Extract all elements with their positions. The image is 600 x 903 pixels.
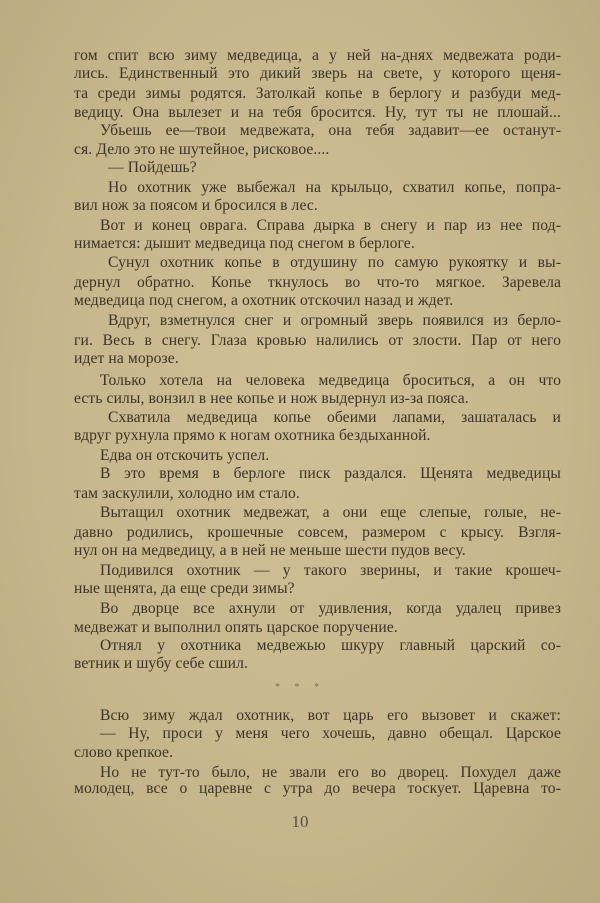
text-line: давно родились, крошечные совсем, размером с крысу. Взгля-: [74, 524, 561, 541]
text-line: Только хотела на человека медведица броситься, а он что: [100, 372, 561, 389]
text-line: Вытащил охотник медвежат, а они еще слепые, голые, не-: [100, 504, 561, 521]
text-line: Но не тут-то было, не звали его во дворец. Похудел даже: [100, 764, 561, 781]
text-line: молодец, все о царевне с утра до вечера тоскует. Царевна то-: [74, 780, 561, 797]
text-line: Вдруг, взметнулся снег и огромный зверь появился из берло-: [108, 312, 561, 329]
text-line: лись. Единственный это дикий зверь на свете, у которого щеня-: [74, 65, 561, 82]
text-line: Убьешь ее—твои медвежата, она тебя задавит—ее останут-: [100, 122, 561, 139]
text-line: там заскулили, холодно им стало.: [74, 485, 300, 502]
text-line: ные щенята, да еще среди зимы?: [74, 580, 295, 597]
text-line: медвежат и выполнил опять царское поручение.: [74, 619, 398, 636]
text-line: вил нож за поясом и бросился в лес.: [74, 197, 318, 214]
text-line: Вот и конец оврага. Справа дырка в снегу и пар из нее под-: [100, 217, 561, 234]
section-separator: * * *: [275, 682, 325, 693]
text-line: — Ну, проси у меня чего хочешь, давно обещал. Царское: [100, 725, 561, 742]
text-line: Едва он отскочить успел.: [100, 447, 270, 464]
text-line: Во дворце все ахнули от удивления, когда удалец привез: [100, 600, 561, 617]
text-line: Всю зиму ждал охотник, вот царь его вызовет и скажет:: [100, 707, 561, 724]
text-line: гом спит всю зиму медведица, а у ней на-днях медвежата роди-: [74, 47, 561, 64]
text-line: та среди зимы родятся. Затолкай копье в берлогу и разбуди мед-: [74, 85, 561, 102]
text-line: нул он на медведицу, а в ней не меньше шести пудов весу.: [74, 542, 466, 559]
text-line: ся. Дело это не шутейное, рисковое....: [74, 141, 330, 158]
text-line: ведицу. Она вылезет и на тебя бросится. Ну, тут ты не плошай...: [74, 104, 561, 121]
text-line: ги. Весь в снегу. Глаза кровью налились от злости. Пар от него: [74, 332, 561, 349]
text-line: вдруг рухнула прямо к ногам охотника бездыханной.: [74, 427, 431, 444]
text-line: слово крепкое.: [74, 744, 174, 761]
text-line: есть силы, вонзил в нее копье и нож выдернул из-за пояса.: [74, 390, 469, 407]
page-number: 10: [291, 812, 309, 831]
text-line: Сунул охотник копье в отдушину по самую рукоятку и вы-: [108, 254, 561, 271]
text-line: Схватила медведица копье обеими лапами, зашаталась и: [108, 409, 561, 426]
text-line: Отнял у охотника медвежью шкуру главный царский со-: [100, 637, 561, 654]
text-line: нимается: дышит медведица под снегом в берлоге.: [74, 235, 415, 252]
text-line: дернул обратно. Копье ткнулось во что-то мягкое. Заревела: [74, 274, 561, 291]
text-line: Но охотник уже выбежал на крыльцо, схватил копье, попра-: [108, 179, 561, 196]
text-line: В это время в берлоге писк раздался. Щенята медведицы: [100, 465, 561, 482]
text-line: — Пойдешь?: [108, 159, 197, 176]
text-line: идет на морозе.: [74, 350, 179, 367]
text-line: медведица под снегом, а охотник отскочил назад и ждет.: [74, 292, 454, 309]
text-line: Подивился охотник — у такого зверины, и такие крошеч-: [100, 562, 561, 579]
text-line: ветник и шубу себе сшил.: [74, 655, 248, 672]
